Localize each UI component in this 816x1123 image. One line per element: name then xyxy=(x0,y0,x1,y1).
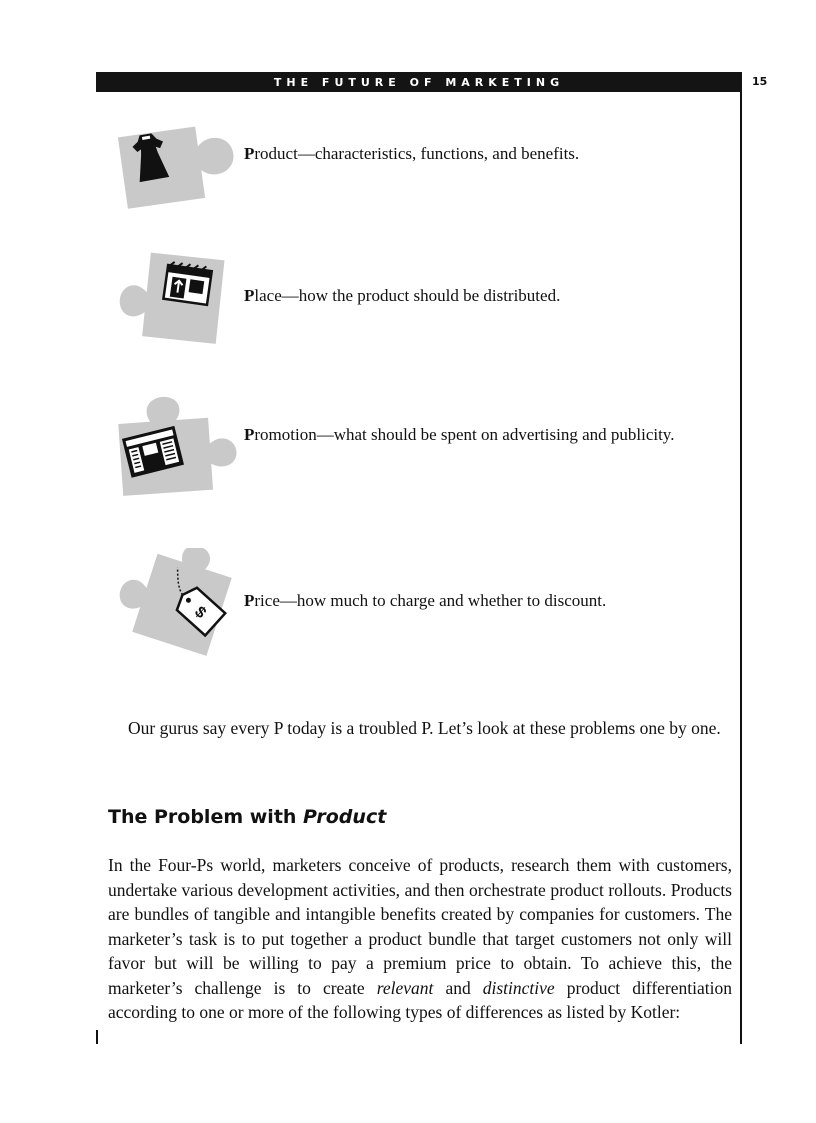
four-p-item-price xyxy=(244,588,714,614)
storefront-icon xyxy=(163,261,212,305)
heading-emphasis: Product xyxy=(303,806,387,828)
item-initial: P xyxy=(244,591,255,610)
puzzle-piece-newspaper-icon xyxy=(112,392,242,502)
item-initial: P xyxy=(244,144,255,163)
paragraph-emphasis-distinctive: distinctive xyxy=(482,977,555,998)
section-heading xyxy=(108,806,386,828)
heading-prefix: The Problem with xyxy=(108,806,304,828)
running-header: THE FUTURE OF MARKETING xyxy=(96,72,742,92)
intro-paragraph: Our gurus say every P today is a troubled P. Let’s look at these problems one by one. xyxy=(128,718,721,738)
right-margin-rule xyxy=(740,92,742,1044)
four-p-item-product xyxy=(244,141,714,167)
item-text: rice—how much to charge and whether to discount. xyxy=(254,591,607,610)
item-text: roduct—characteristics, functions, and benefits. xyxy=(254,144,580,163)
puzzle-piece-dress-icon xyxy=(108,108,238,218)
paragraph-conjunction: and xyxy=(433,977,483,998)
svg-text:$: $ xyxy=(191,603,210,623)
four-p-item-promotion xyxy=(244,422,714,448)
four-p-item-place xyxy=(244,283,714,309)
item-text: lace—how the product should be distributed. xyxy=(254,286,561,305)
puzzle-piece-price-tag-icon xyxy=(112,548,242,658)
paragraph-text-end: product differentiation according to one or more of the following types of differences as listed by Kotler: xyxy=(108,977,732,1022)
item-initial: P xyxy=(244,286,255,305)
paragraph-emphasis-relevant: relevant xyxy=(376,977,434,998)
left-margin-rule xyxy=(96,1030,98,1044)
puzzle-piece-storefront-icon xyxy=(116,246,246,356)
page-number: 15 xyxy=(752,75,768,88)
item-text: romotion—what should be spent on advertising and publicity. xyxy=(254,425,675,444)
paragraph-text: In the Four-Ps world, marketers conceive of products, research them with customers, undertake various development activities, and then orchestrate product rollouts. Products are bundles of tangible and intangible benefits created by companies for customers. The marketer’s task is to put together a product bundle that target customers not only will favor but will be willing to pay a premium price to obtain. To achieve this, the marketer’s challenge is to create xyxy=(108,855,732,998)
item-initial: P xyxy=(244,425,255,444)
section-paragraph xyxy=(108,853,732,1025)
